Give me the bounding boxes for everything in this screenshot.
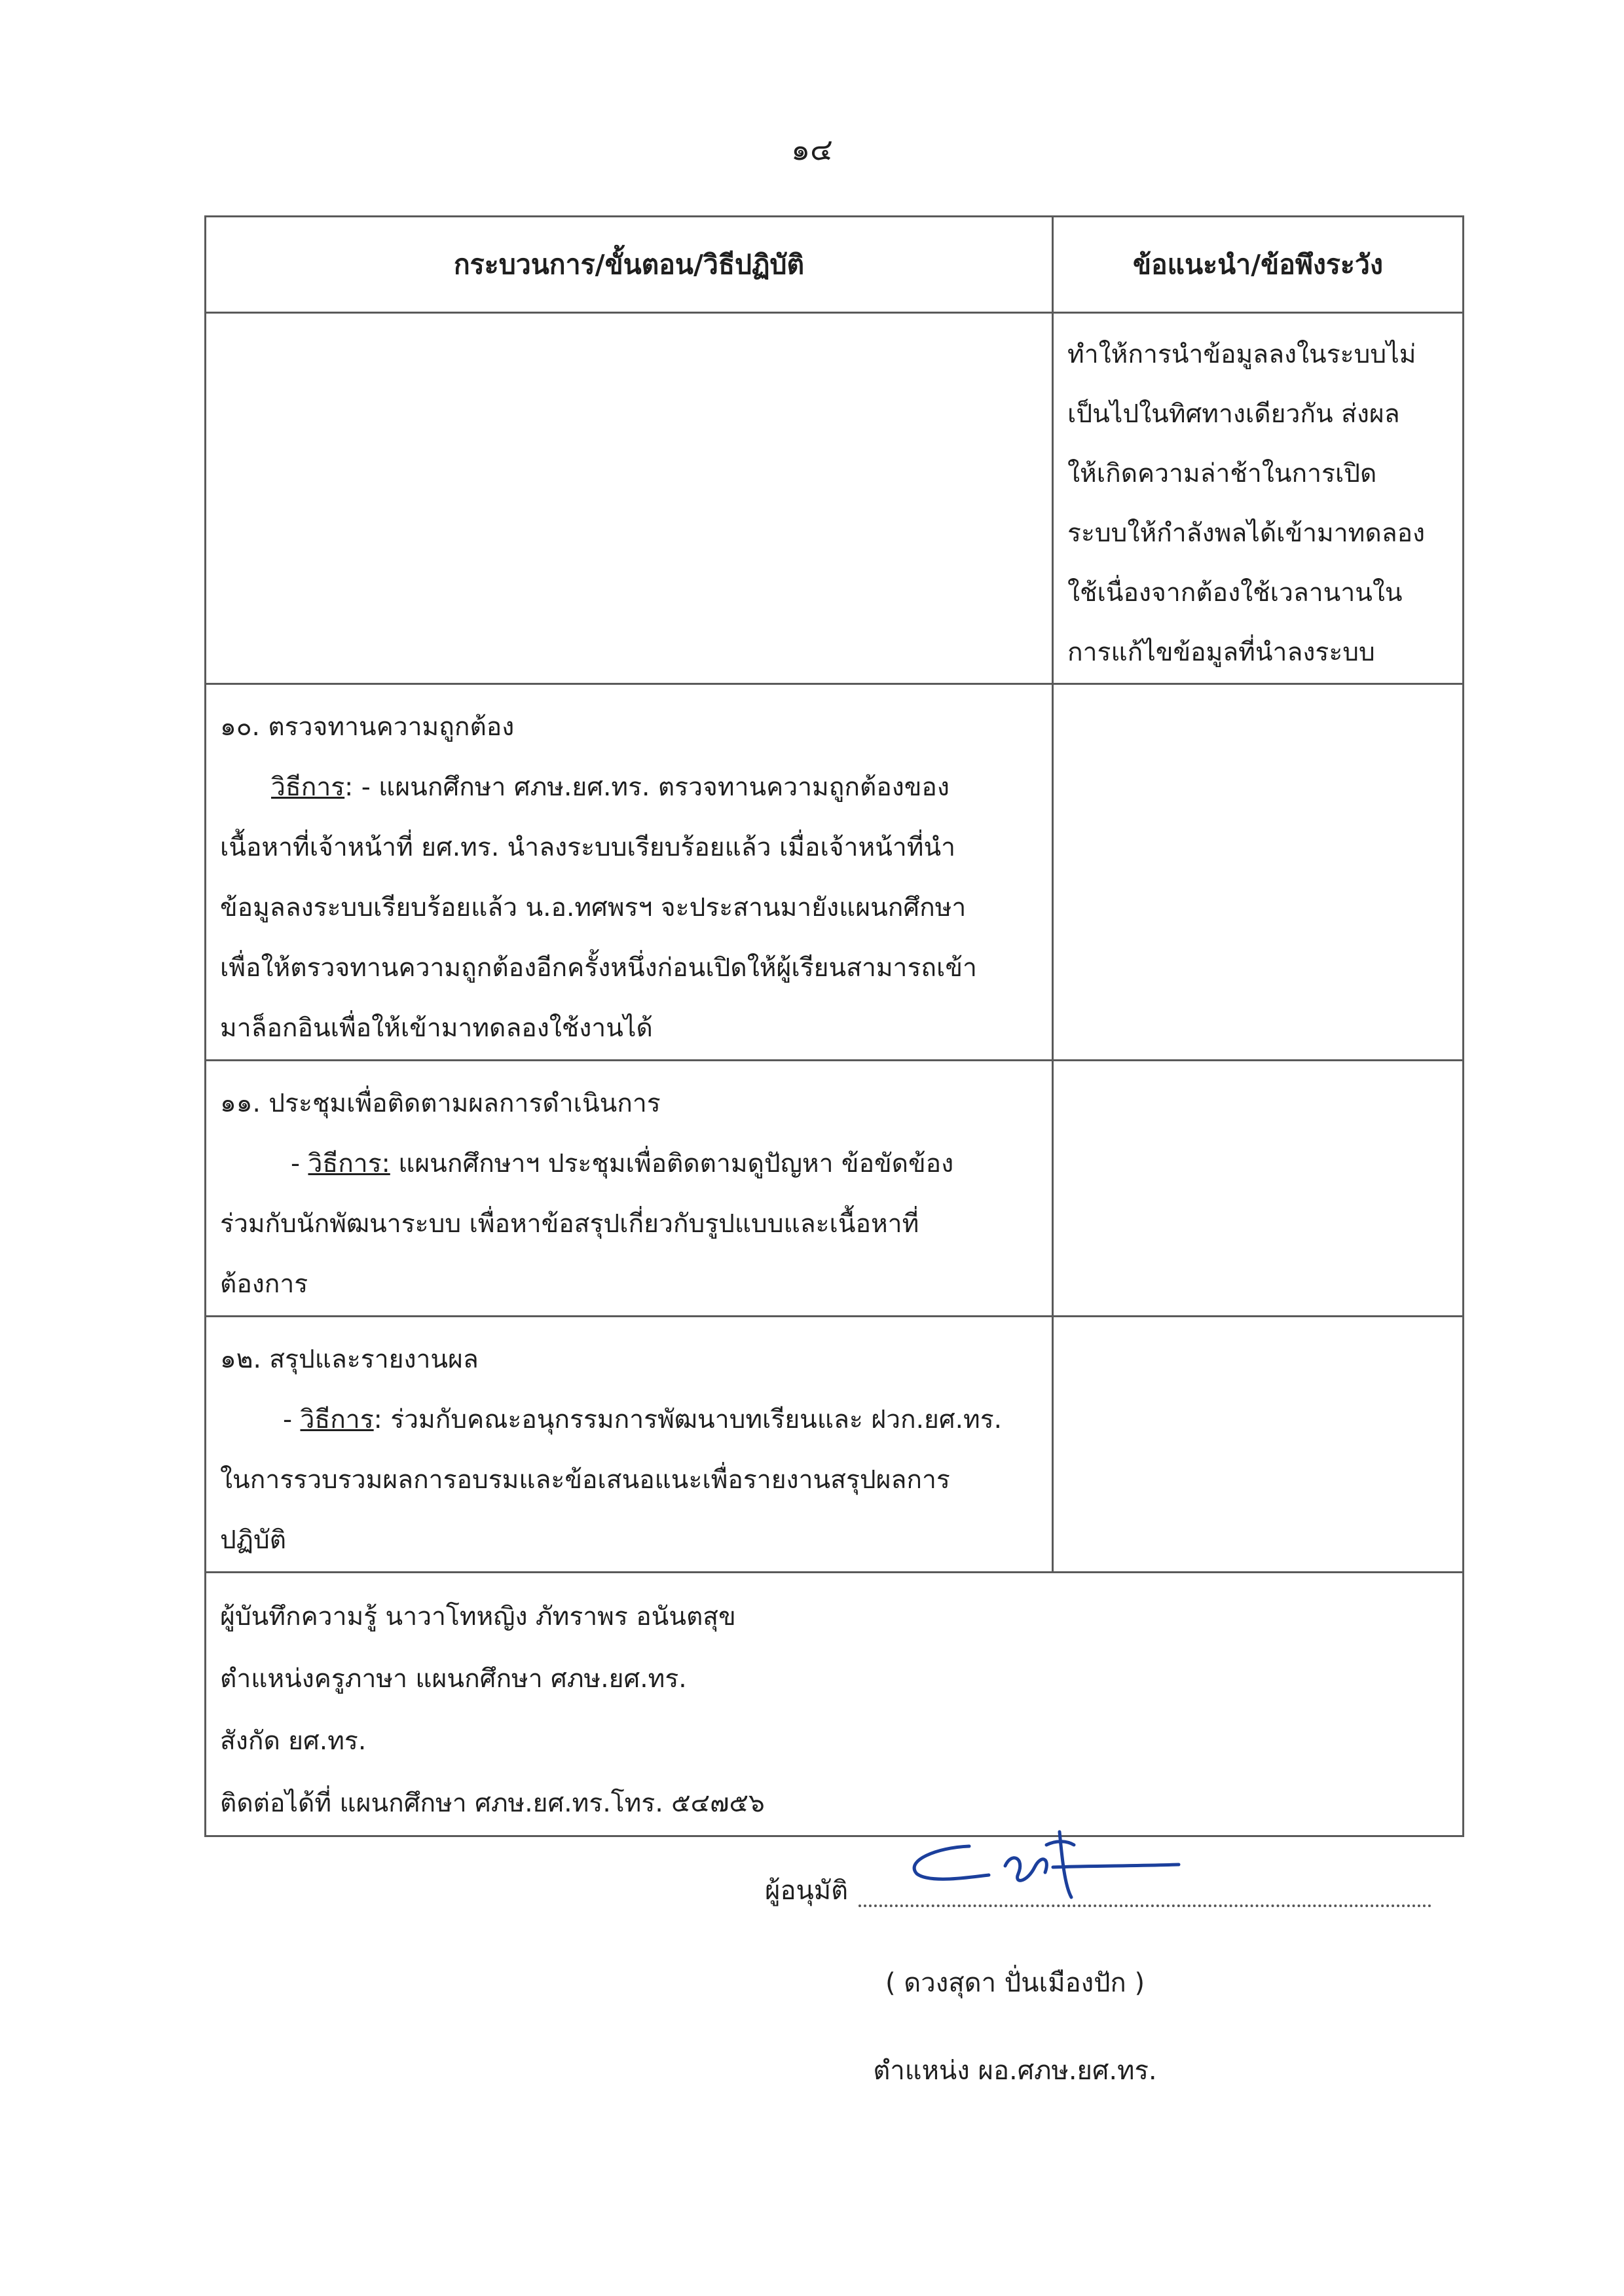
page-number: ๑๔ [790, 132, 833, 167]
process-cell-step12 [206, 1317, 1053, 1573]
step-title: ๑๐. ตรวจทานความถูกต้อง [220, 712, 515, 742]
recorder-name: ผู้บันทึกความรู้ นาวาโทหญิง ภัทราพร อนันตสุข [220, 1602, 736, 1631]
advice-line: ทำให้การนำข้อมูลลงในระบบไม่ [1067, 340, 1416, 369]
table-row [206, 684, 1464, 1061]
process-cell-step11 [206, 1061, 1053, 1317]
step-line: ในการรวบรวมผลการอบรมและข้อเสนอแนะเพื่อรายงานสรุปผลการ [220, 1465, 950, 1495]
step-method-line: - วิธีการ: แผนกศึกษาฯ ประชุมเพื่อติดตามดูปัญหา ข้อขัดข้อง [291, 1149, 954, 1178]
table-header-row [206, 217, 1464, 313]
advice-cell-empty [1053, 684, 1464, 1061]
method-label: วิธีการ [300, 1405, 374, 1434]
step-line: ปฏิบัติ [220, 1525, 287, 1555]
advice-cell-empty [1053, 1317, 1464, 1573]
step-line: ต้องการ [220, 1269, 308, 1299]
process-cell-empty [206, 313, 1053, 684]
method-label: วิธีการ [271, 773, 345, 802]
step-method-line: - วิธีการ: ร่วมกับคณะอนุกรรมการพัฒนาบทเรียนและ ฝวก.ยศ.ทร. [283, 1405, 1003, 1434]
recorder-contact: ติดต่อได้ที่ แผนกศึกษา ศภษ.ยศ.ทร.โทร. ๕๔๗๕๖ [220, 1789, 765, 1818]
header-process: กระบวนการ/ขั้นตอน/วิธีปฏิบัติ [206, 217, 1053, 313]
step-title: ๑๑. ประชุมเพื่อติดตามผลการดำเนินการ [220, 1089, 661, 1118]
advice-line: การแก้ไขข้อมูลที่นำลงระบบ [1067, 638, 1375, 667]
table-row [206, 1061, 1464, 1317]
step-line: ข้อมูลลงระบบเรียบร้อยแล้ว น.อ.ทศพรฯ จะประสานมายังแผนกศึกษา [220, 893, 967, 922]
advice-line: ให้เกิดความล่าช้าในการเปิด [1067, 459, 1377, 488]
advice-line: ใช้เนื่องจากต้องใช้เวลานานใน [1067, 578, 1403, 608]
approval-label: ผู้อนุมัติ [765, 1876, 849, 1906]
recorder-position: ตำแหน่งครูภาษา แผนกศึกษา ศภษ.ยศ.ทร. [220, 1664, 687, 1694]
method-label: วิธีการ: [308, 1149, 390, 1178]
header-advice: ข้อแนะนำ/ข้อพึงระวัง [1053, 217, 1464, 313]
recorder-row [206, 1573, 1464, 1836]
step-title: ๑๒. สรุปและรายงานผล [220, 1345, 479, 1374]
recorder-affiliation: สังกัด ยศ.ทร. [220, 1726, 367, 1756]
process-cell-step10 [206, 684, 1053, 1061]
step-line: มาล็อกอินเพื่อให้เข้ามาทดลองใช้งานได้ [220, 1013, 653, 1043]
advice-cell [1053, 313, 1464, 684]
advice-cell-empty [1053, 1061, 1464, 1317]
table-row [206, 1317, 1464, 1573]
step-line: เพื่อให้ตรวจทานความถูกต้องอีกครั้งหนึ่งก่อนเปิดให้ผู้เรียนสามารถเข้า [220, 953, 977, 983]
approver-name: ( ดวงสุดา ปั่นเมืองปัก ) [885, 1968, 1145, 1998]
step-line: ร่วมกับนักพัฒนาระบบ เพื่อหาข้อสรุปเกี่ยวกับรูปแบบและเนื้อหาที่ [220, 1209, 919, 1239]
recorder-cell [206, 1573, 1464, 1836]
advice-line: เป็นไปในทิศทางเดียวกัน ส่งผล [1067, 399, 1400, 429]
step-line: เนื้อหาที่เจ้าหน้าที่ ยศ.ทร. นำลงระบบเรียบร้อยแล้ว เมื่อเจ้าหน้าที่นำ [220, 833, 956, 862]
advice-line: ระบบให้กำลังพลได้เข้ามาทดลอง [1067, 519, 1426, 548]
table-row [206, 313, 1464, 684]
signature-image [891, 1820, 1192, 1905]
knowledge-table [204, 215, 1464, 1837]
step-method-line: วิธีการ: - แผนกศึกษา ศภษ.ยศ.ทร. ตรวจทานความถูกต้องของ [271, 773, 950, 802]
approver-position: ตำแหน่ง ผอ.ศภษ.ยศ.ทร. [873, 2056, 1157, 2086]
